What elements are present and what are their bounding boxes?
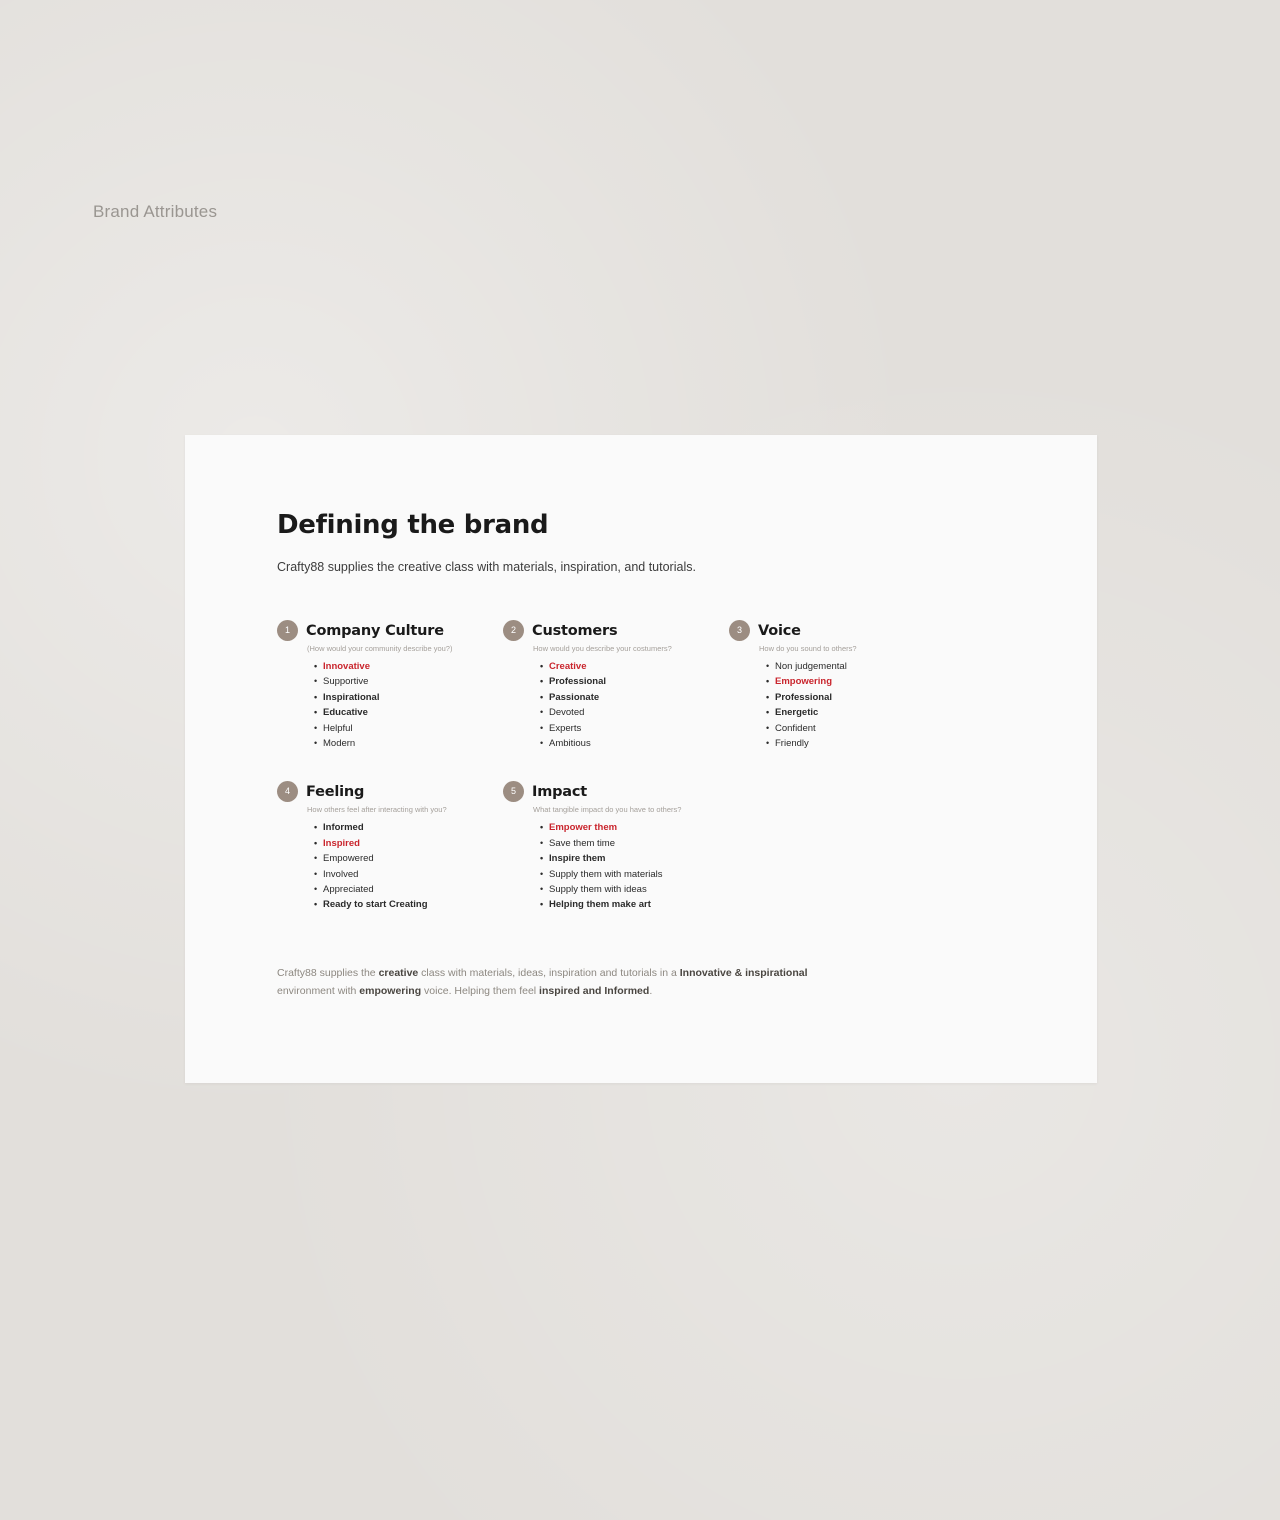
attribute-column-impact	[503, 781, 729, 912]
summary-fragment: creative	[378, 967, 419, 979]
list-item: • Innovative	[323, 659, 503, 674]
summary-fragment: class with materials, ideas, inspiration and tutorials in a	[418, 967, 680, 979]
attribute-column-empty	[729, 781, 955, 912]
column-header	[277, 781, 503, 802]
list-item: • Creative	[549, 659, 729, 674]
summary-fragment: Innovative & inspirational	[679, 967, 808, 979]
column-title: Impact	[532, 783, 587, 800]
list-item: • Experts	[549, 721, 729, 736]
attribute-list	[503, 659, 729, 751]
list-item: • Helpful	[323, 721, 503, 736]
summary-fragment: environment with	[277, 985, 360, 997]
column-title: Voice	[758, 622, 801, 639]
column-header	[729, 620, 955, 641]
attribute-column-voice	[729, 620, 955, 751]
list-item: • Inspire them	[549, 851, 729, 866]
attribute-list	[277, 659, 503, 751]
summary-fragment: Crafty88 supplies the	[277, 967, 379, 979]
number-badge: 4	[277, 781, 298, 802]
number-badge: 3	[729, 620, 750, 641]
list-item: • Professional	[775, 690, 955, 705]
list-item: • Save them time	[549, 836, 729, 851]
page-label: Brand Attributes	[93, 202, 218, 221]
column-question: How would you describe your costumers?	[533, 644, 672, 653]
number-badge: 1	[277, 620, 298, 641]
list-item: • Inspired	[323, 836, 503, 851]
list-item: • Professional	[549, 674, 729, 689]
list-item: • Inspirational	[323, 690, 503, 705]
list-item: • Ambitious	[549, 736, 729, 751]
slide-canvas	[185, 435, 1097, 1083]
attributes-grid	[277, 620, 977, 943]
attribute-column-company-culture	[277, 620, 503, 751]
list-item: • Involved	[323, 867, 503, 882]
list-item: • Informed	[323, 820, 503, 835]
column-question: (How would your community describe you?)	[307, 644, 453, 653]
attribute-list	[503, 820, 729, 912]
column-header	[503, 781, 729, 802]
list-item: • Empowering	[775, 674, 955, 689]
list-item: • Devoted	[549, 705, 729, 720]
list-item: • Passionate	[549, 690, 729, 705]
column-title: Customers	[532, 622, 618, 639]
column-header	[277, 620, 503, 641]
summary-fragment: voice. Helping them feel	[421, 985, 540, 997]
column-question: What tangible impact do you have to others?	[533, 805, 682, 815]
list-item: • Energetic	[775, 705, 955, 720]
list-item: • Supply them with materials	[549, 867, 729, 882]
attribute-list	[729, 659, 955, 751]
attributes-row-2	[277, 781, 977, 912]
list-item: • Ready to start Creating	[323, 897, 503, 912]
column-question: How do you sound to others?	[759, 644, 857, 653]
number-badge: 5	[503, 781, 524, 802]
list-item: • Non judgemental	[775, 659, 955, 674]
list-item: • Friendly	[775, 736, 955, 751]
column-header	[503, 620, 729, 641]
summary-fragment: inspired and Informed	[539, 985, 650, 997]
summary-fragment: .	[649, 985, 653, 997]
list-item: • Supply them with ideas	[549, 882, 729, 897]
attribute-column-customers	[503, 620, 729, 751]
list-item: • Empowered	[323, 851, 503, 866]
column-title: Feeling	[306, 783, 365, 800]
summary-fragment: empowering	[359, 985, 422, 997]
list-item: • Educative	[323, 705, 503, 720]
page-title: Defining the brand	[277, 510, 549, 540]
list-item: • Appreciated	[323, 882, 503, 897]
column-question: How others feel after interacting with you?	[307, 805, 447, 815]
list-item: • Helping them make art	[549, 897, 729, 912]
slide-header	[277, 510, 1037, 574]
attribute-column-feeling	[277, 781, 503, 912]
slide-subtitle: Crafty88 supplies the creative class with materials, inspiration, and tutorials.	[277, 560, 696, 574]
column-title: Company Culture	[306, 622, 444, 639]
attributes-row-1	[277, 620, 977, 751]
summary-statement	[277, 964, 837, 1000]
list-item: • Confident	[775, 721, 955, 736]
list-item: • Empower them	[549, 820, 729, 835]
attribute-list	[277, 820, 503, 912]
list-item: • Supportive	[323, 674, 503, 689]
list-item: • Modern	[323, 736, 503, 751]
number-badge: 2	[503, 620, 524, 641]
